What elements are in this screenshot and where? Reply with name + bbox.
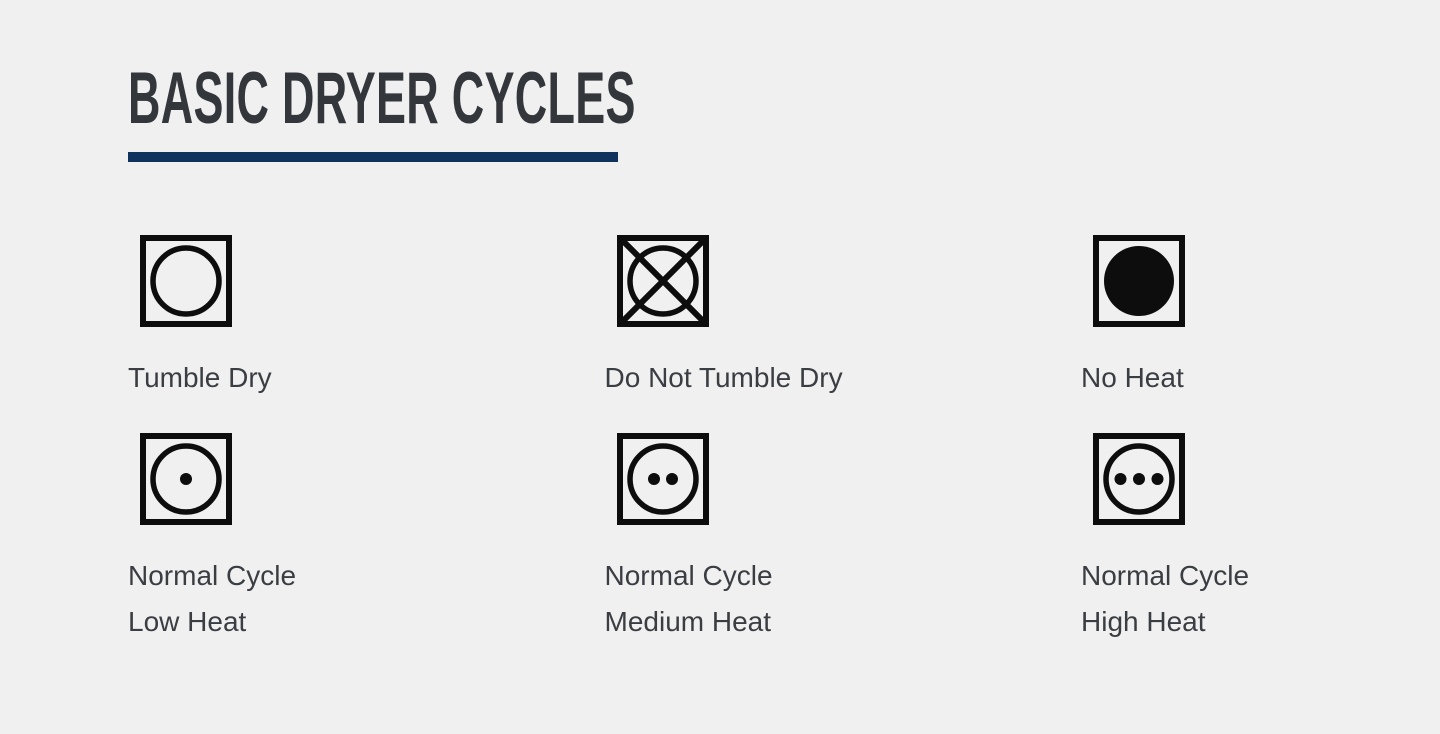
symbol-label-line: Normal Cycle [128,560,297,591]
normal-cycle-medium-heat-icon [617,433,709,525]
page-title: BASIC DRYER CYCLES [128,58,636,139]
symbol-label-line: No Heat [1081,362,1184,393]
symbol-card-tumble-dry [128,235,605,433]
symbol-card-normal-cycle-medium-heat [605,433,1082,645]
symbol-label [128,553,605,645]
tumble-dry-icon [140,235,232,327]
symbol-label-line: Medium Heat [604,606,772,637]
symbol-card-no-heat [1081,235,1440,433]
symbol-grid [128,235,1440,645]
normal-cycle-low-heat-icon [140,433,232,525]
do-not-tumble-dry-icon [617,235,709,327]
symbol-label-line: Normal Cycle [1081,560,1250,591]
symbol-card-do-not-tumble-dry [605,235,1082,433]
symbol-label-line: Normal Cycle [604,560,773,591]
symbol-label [128,355,605,401]
normal-cycle-high-heat-icon [1093,433,1185,525]
symbol-label-line: Tumble Dry [128,362,272,393]
symbol-label-line: Do Not Tumble Dry [604,362,843,393]
symbol-label [1081,553,1440,645]
symbol-label [605,553,1082,645]
no-heat-icon [1093,235,1185,327]
symbol-label [605,355,1082,401]
symbol-card-normal-cycle-high-heat [1081,433,1440,645]
symbol-label-line: High Heat [1081,606,1206,637]
symbol-label [1081,355,1440,401]
symbol-label-line: Low Heat [128,606,247,637]
symbol-card-normal-cycle-low-heat [128,433,605,645]
title-underline [128,152,618,162]
